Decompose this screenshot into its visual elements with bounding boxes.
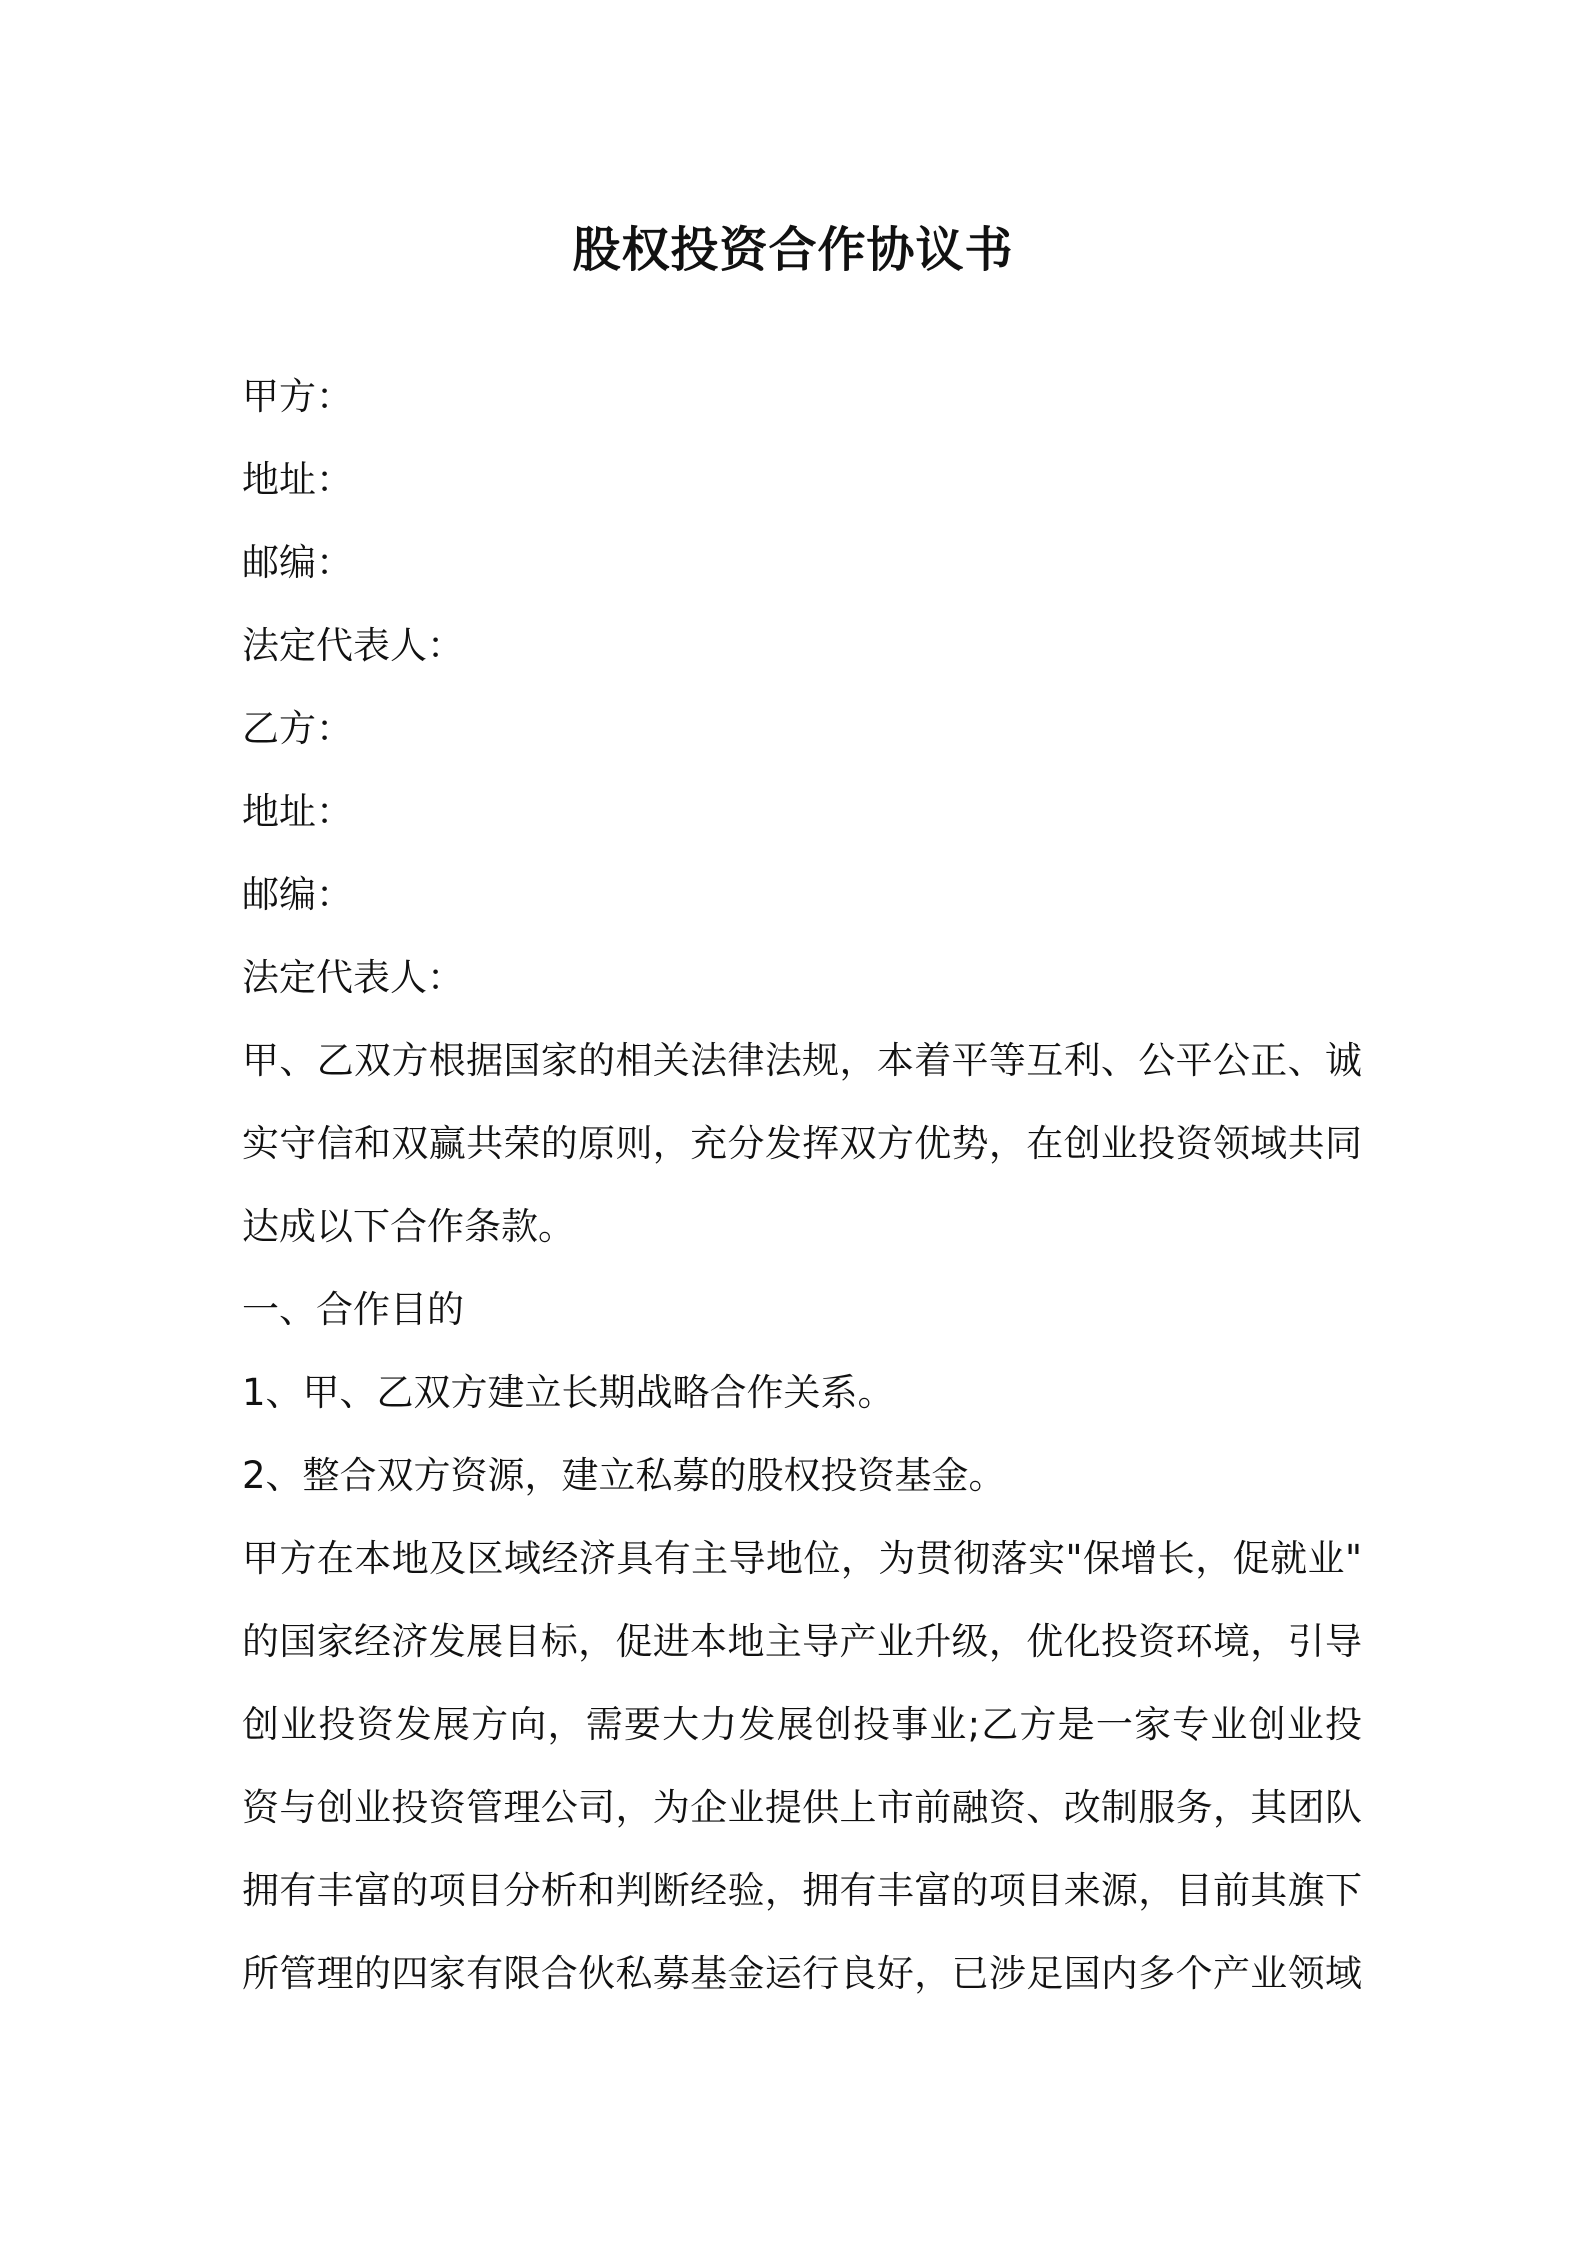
party-b-postcode: 邮编： — [242, 873, 353, 916]
paragraph-line: 所管理的四家有限合伙私募基金运行良好，已涉足国内多个产业领域 — [242, 1952, 1362, 1995]
paragraph-line: 拥有丰富的项目分析和判断经验，拥有丰富的项目来源，目前其旗下 — [242, 1869, 1362, 1912]
paragraph-line: 达成以下合作条款。 — [242, 1205, 575, 1248]
list-item: 1、甲、乙双方建立长期战略合作关系。 — [242, 1371, 895, 1414]
intro-paragraph — [242, 1019, 1362, 1268]
party-a-label: 甲方： — [242, 375, 353, 418]
party-b-legal-rep: 法定代表人： — [242, 956, 464, 999]
body-paragraph — [242, 1517, 1362, 2015]
paragraph-line: 实守信和双赢共荣的原则，充分发挥双方优势，在创业投资领域共同 — [242, 1122, 1362, 1165]
party-b-label: 乙方： — [242, 707, 353, 750]
party-a-postcode: 邮编： — [242, 541, 353, 584]
paragraph-line: 甲方在本地及区域经济具有主导地位，为贯彻落实"保增长，促就业" — [242, 1537, 1362, 1580]
paragraph-line: 的国家经济发展目标，促进本地主导产业升级，优化投资环境，引导 — [242, 1620, 1362, 1663]
paragraph-line: 创业投资发展方向，需要大力发展创投事业;乙方是一家专业创业投 — [242, 1703, 1362, 1746]
paragraph-line: 甲、乙双方根据国家的相关法律法规，本着平等互利、公平公正、诚 — [242, 1039, 1362, 1082]
paragraph-line: 资与创业投资管理公司，为企业提供上市前融资、改制服务，其团队 — [242, 1786, 1362, 1829]
list-item: 2、整合双方资源，建立私募的股权投资基金。 — [242, 1454, 1006, 1497]
party-a-legal-rep: 法定代表人： — [242, 624, 464, 667]
party-a-address: 地址： — [242, 458, 353, 501]
section-heading: 一、合作目的 — [242, 1288, 464, 1331]
document-title: 股权投资合作协议书 — [572, 222, 1014, 278]
document-body — [242, 355, 1362, 2015]
party-b-address: 地址： — [242, 790, 353, 833]
